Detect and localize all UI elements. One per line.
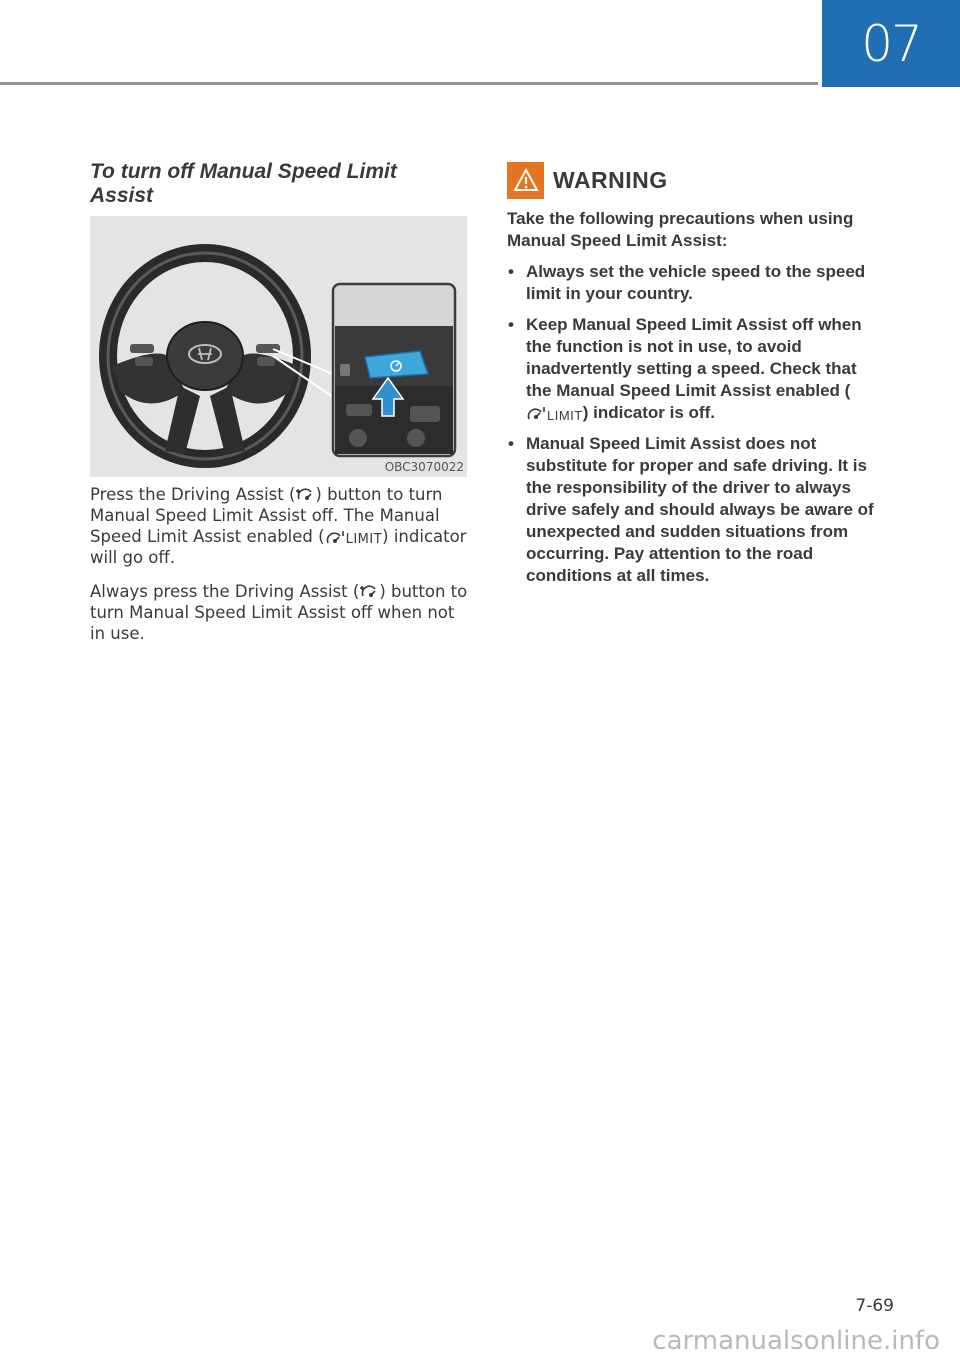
warning-header — [507, 160, 668, 200]
warning-list — [507, 261, 877, 587]
watermark: carmanualsonline.info — [652, 1326, 940, 1356]
driving-assist-icon — [359, 584, 379, 600]
steering-wheel-illustration — [90, 216, 467, 477]
limit-label: LIMIT — [547, 408, 583, 423]
speed-limit-icon — [325, 530, 383, 546]
driving-assist-icon — [295, 487, 315, 503]
list-item: • Always set the vehicle speed to the speed limit in your country. — [507, 261, 877, 305]
paragraph-text: ) indicator will go off. — [90, 527, 467, 567]
speed-limit-icon — [526, 406, 583, 422]
paragraph-text: ) button to turn Manual Speed Limit Assist off. The Manual Speed Limit Assist enabled ( — [90, 485, 443, 546]
paragraph-text: ) button to turn Manual Speed Limit Assist off when not in use. — [90, 582, 468, 643]
warning-title: WARNING — [553, 166, 668, 193]
paragraph-press-button — [90, 484, 470, 568]
list-item-text: Keep Manual Speed Limit Assist off when the function is not in use, to avoid inadvertently setting a speed. Check that the Manual Speed Limit Assist enabled ( — [526, 315, 862, 400]
paragraph-text: Always press the Driving Assist ( — [90, 582, 360, 601]
limit-label: LIMIT — [345, 532, 383, 547]
steering-wheel-figure — [90, 216, 467, 477]
figure-code: OBC3070022 — [384, 460, 464, 474]
page-number: 7-69 — [855, 1296, 894, 1316]
warning-body — [507, 208, 877, 596]
warning-intro: Take the following precautions when using Manual Speed Limit Assist: — [507, 209, 854, 250]
warning-triangle-icon — [507, 162, 544, 199]
section-title: To turn off Manual Speed Limit Assist — [90, 160, 397, 207]
header-rule — [0, 82, 818, 85]
list-item-text: ) indicator is off. — [582, 403, 715, 422]
list-item — [507, 314, 877, 424]
chapter-tab: 07 — [822, 0, 960, 87]
list-item: • Manual Speed Limit Assist does not substitute for proper and safe driving. It is the responsibility of the driver to always drive safely and should always be aware of unexpected and sudden situations from occurring. Pay attention to the road conditions at all times. — [507, 433, 877, 587]
paragraph-text: Press the Driving Assist ( — [90, 485, 296, 504]
paragraph-always-press — [90, 581, 470, 644]
